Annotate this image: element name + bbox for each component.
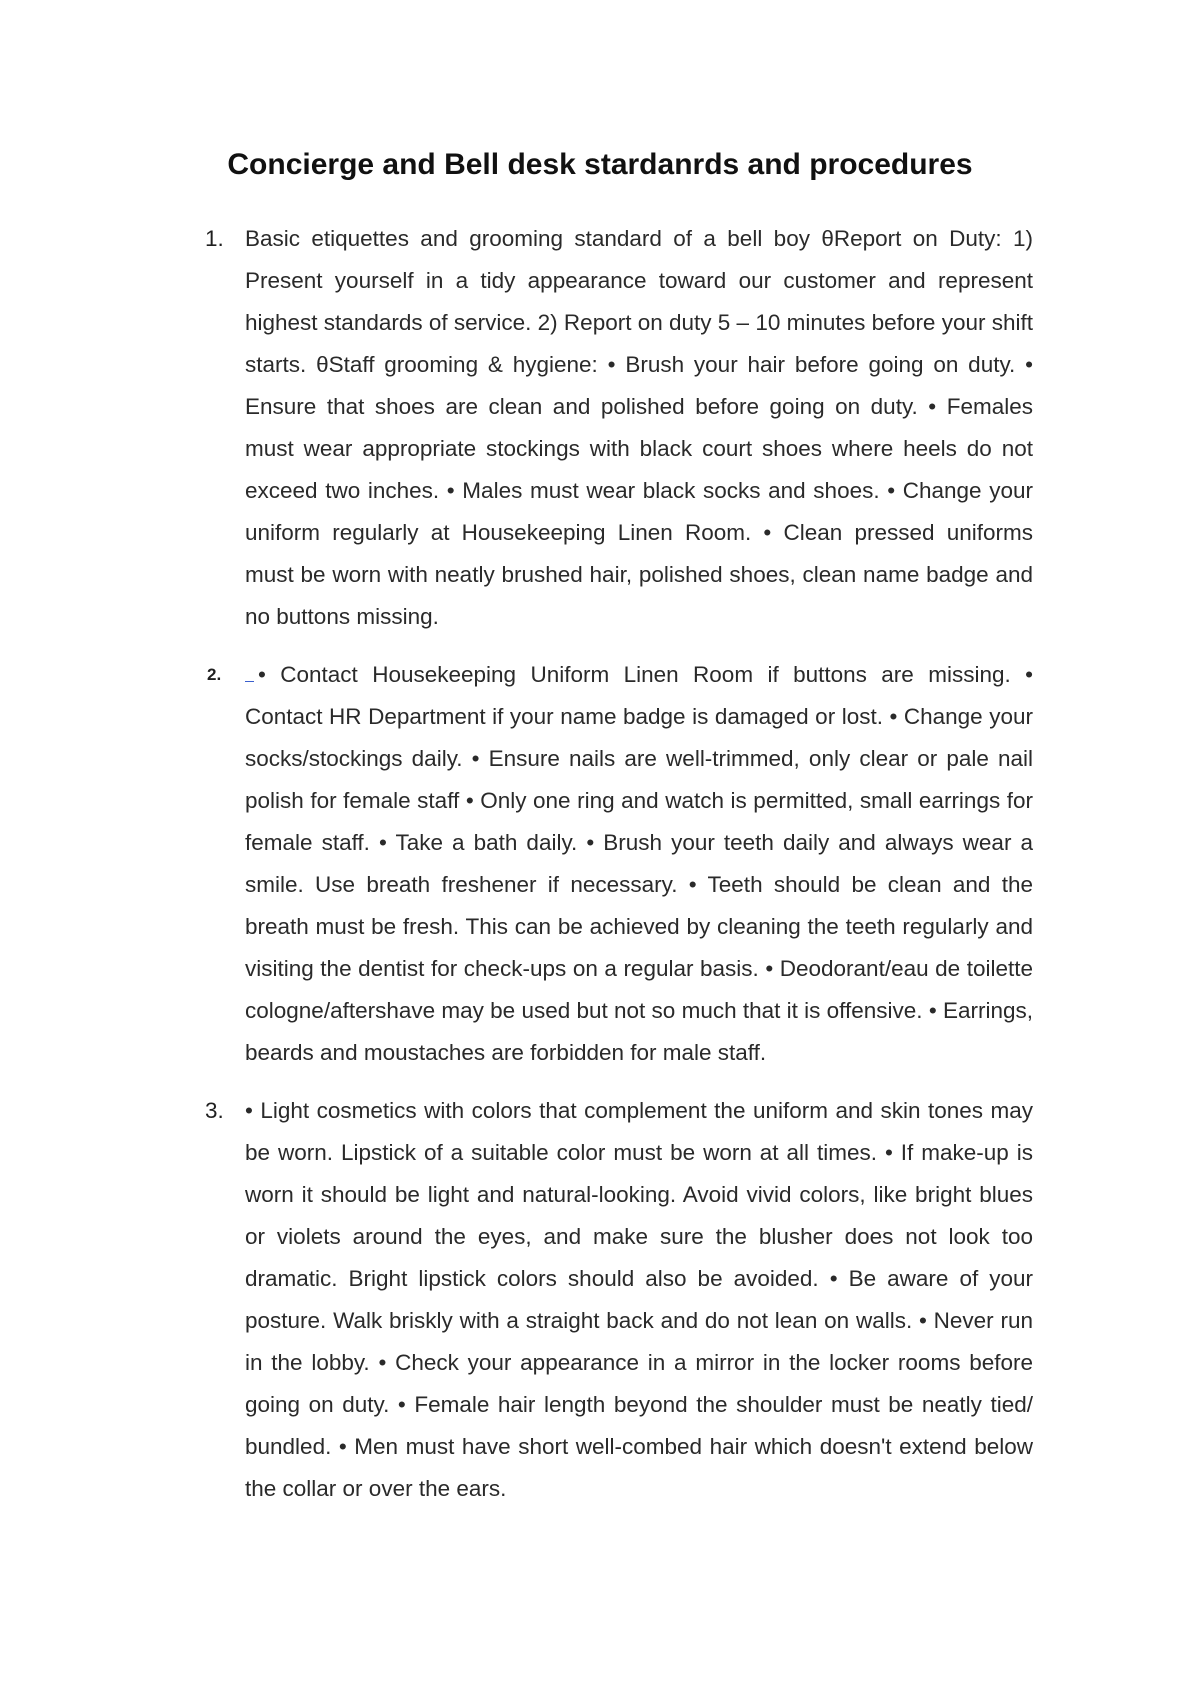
hyperlink-anchor-mark[interactable] [245, 663, 254, 682]
list-item-number: 1. [205, 226, 224, 251]
list-item-text: Basic etiquettes and grooming standard of a bell boy θReport on Duty: 1) Present yourself in a tidy appearance toward our customer and represent highest standards of service. 2) Report on duty 5 – 10 minutes before your shift starts. θStaff grooming & hygiene: • Brush your hair before going on duty. • Ensure that shoes are clean and polished before going on duty. • Females must wear appropriate stockings with black court shoes where heels do not exceed two inches. • Males must wear black socks and shoes. • Change your uniform regularly at Housekeeping Linen Room. • Clean pressed uniforms must be worn with neatly brushed hair, polished shoes, clean name badge and no buttons missing. [245, 226, 1033, 629]
list-item-2 [0, 654, 1200, 1074]
list-item-1 [0, 218, 1200, 638]
list-item-number: 2. [207, 665, 222, 684]
list-item-number: 3. [205, 1098, 224, 1123]
list-item-text: • Contact Housekeeping Uniform Linen Room if buttons are missing. • Contact HR Department if your name badge is damaged or lost. • Change your socks/stockings daily. • Ensure nails are well-trimmed, only clear or pale nail polish for female staff • Only one ring and watch is permitted, small earrings for female staff. • Take a bath daily. • Brush your teeth daily and always wear a smile. Use breath freshener if necessary. • Teeth should be clean and the breath must be fresh. This can be achieved by cleaning the teeth regularly and visiting the dentist for check-ups on a regular basis. • Deodorant/eau de toilette cologne/aftershave may be used but not so much that it is offensive. • Earrings, beards and moustaches are forbidden for male staff. [245, 662, 1033, 1065]
list-item-3 [0, 1090, 1200, 1510]
procedures-list [0, 218, 1200, 1526]
list-item-text-container [245, 654, 1033, 1074]
document-title: Concierge and Bell desk stardanrds and procedures [227, 148, 973, 181]
list-item-text: • Light cosmetics with colors that complement the uniform and skin tones may be worn. Lipstick of a suitable color must be worn at all times. • If make-up is worn it should be light and natural-looking. Avoid vivid colors, like bright blues or violets around the eyes, and make sure the blusher does not look too dramatic. Bright lipstick colors should also be avoided. • Be aware of your posture. Walk briskly with a straight back and do not lean on walls. • Never run in the lobby. • Check your appearance in a mirror in the locker rooms before going on duty. • Female hair length beyond the shoulder must be neatly tied/ bundled. • Men must have short well-combed hair which doesn't extend below the collar or over the ears. [245, 1098, 1033, 1501]
